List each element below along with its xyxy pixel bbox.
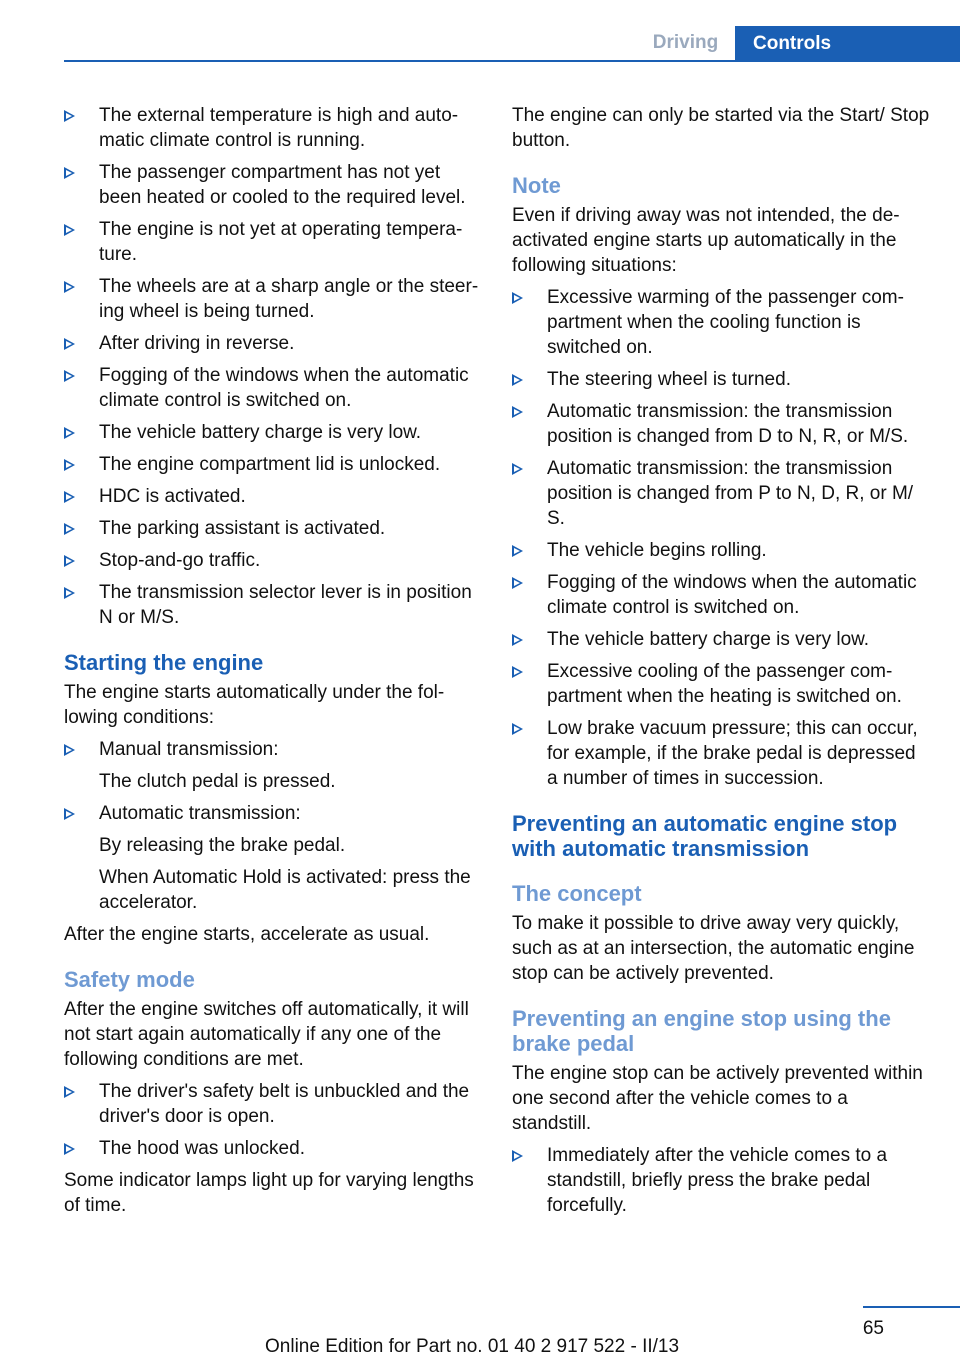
- bullet-triangle-icon: [64, 808, 75, 820]
- starting-engine-intro: The engine starts automatically under the following conditions:: [64, 682, 445, 728]
- bullet-triangle-icon: [512, 545, 523, 557]
- footer-edition: Online Edition for Part no. 01 40 2 917 522 - II/13: [265, 1336, 680, 1357]
- list-item: The engine is not yet at operating temperature.: [64, 217, 482, 267]
- list-item: Low brake vacuum pressure; this can occur, for example, if the brake pedal is depressed a number of times in succession.: [512, 716, 930, 791]
- right-column: [512, 103, 930, 1225]
- list-item: Automatic transmission: the transmission position is changed from D to N, R, or M/S.: [512, 399, 930, 449]
- safety-mode-outro: Some indicator lamps light up for varying lengths of time.: [64, 1170, 474, 1216]
- list-item: The parking assistant is activated.: [64, 516, 482, 541]
- starting-engine-heading: Starting the engine: [64, 650, 264, 675]
- bullet-triangle-icon: [512, 577, 523, 589]
- list-item: HDC is activated.: [64, 484, 482, 509]
- list-item: Excessive warming of the passenger compartment when the cooling function is switched on.: [512, 285, 930, 360]
- list-item: The vehicle battery charge is very low.: [512, 627, 930, 652]
- concept-heading: The concept: [512, 881, 642, 906]
- starting-conditions-list: [64, 737, 482, 915]
- list-item: Excessive cooling of the passenger compartment when the heating is switched on.: [512, 659, 930, 709]
- bullet-triangle-icon: [64, 1143, 75, 1155]
- bullet-triangle-icon: [512, 634, 523, 646]
- list-item: The wheels are at a sharp angle or the steering wheel is being turned.: [64, 274, 482, 324]
- bullet-triangle-icon: [512, 406, 523, 418]
- note-heading: Note: [512, 173, 561, 198]
- bullet-triangle-icon: [64, 281, 75, 293]
- concept-text: To make it possible to drive away very quickly, such as at an intersection, the automatic engine stop can be actively prevented.: [512, 913, 915, 984]
- stop-conditions-list: [64, 103, 482, 630]
- safety-conditions-list: [64, 1079, 482, 1161]
- list-item: Stop-and-go traffic.: [64, 548, 482, 573]
- bullet-triangle-icon: [512, 292, 523, 304]
- bullet-triangle-icon: [64, 459, 75, 471]
- start-stop-intro: The engine can only be started via the Start/ Stop button.: [512, 105, 930, 151]
- bullet-triangle-icon: [512, 666, 523, 678]
- list-item: Manual transmission: The clutch pedal is pressed.: [64, 737, 482, 794]
- list-item: The engine compartment lid is unlocked.: [64, 452, 482, 477]
- list-item: The driver's safety belt is unbuckled and the driver's door is open.: [64, 1079, 482, 1129]
- preventing-stop-heading: Preventing an automatic engine stop with automatic transmission: [512, 811, 898, 861]
- bullet-triangle-icon: [64, 491, 75, 503]
- tab-controls: Controls: [735, 26, 960, 62]
- header-rule: [64, 60, 960, 62]
- list-item: The hood was unlocked.: [64, 1136, 482, 1161]
- bullet-triangle-icon: [512, 1150, 523, 1162]
- list-item: After driving in reverse.: [64, 331, 482, 356]
- bullet-triangle-icon: [64, 224, 75, 236]
- list-item: The steering wheel is turned.: [512, 367, 930, 392]
- bullet-triangle-icon: [64, 744, 75, 756]
- list-item: The external temperature is high and automatic climate control is running.: [64, 103, 482, 153]
- brake-pedal-text: The engine stop can be actively prevented within one second after the vehicle comes to a standstill.: [512, 1063, 923, 1134]
- bullet-triangle-icon: [64, 1086, 75, 1098]
- note-situations-list: [512, 285, 930, 791]
- list-item: The transmission selector lever is in position N or M/S.: [64, 580, 482, 630]
- brake-pedal-heading: Preventing an engine stop using the brake pedal: [512, 1006, 891, 1056]
- list-item: The vehicle begins rolling.: [512, 538, 930, 563]
- list-item: Automatic transmission: the transmission position is changed from P to N, D, R, or M/ S.: [512, 456, 930, 531]
- bullet-triangle-icon: [64, 523, 75, 535]
- list-item: The vehicle battery charge is very low.: [64, 420, 482, 445]
- bullet-triangle-icon: [512, 723, 523, 735]
- list-item: Fogging of the windows when the automatic climate control is switched on.: [64, 363, 482, 413]
- bullet-triangle-icon: [64, 555, 75, 567]
- list-item: Automatic transmission: By releasing the brake pedal. When Automatic Hold is activated: press the accelerator.: [64, 801, 482, 915]
- left-column: [64, 103, 482, 1225]
- bullet-triangle-icon: [512, 463, 523, 475]
- tab-driving: Driving: [636, 26, 735, 60]
- safety-mode-heading: Safety mode: [64, 967, 195, 992]
- list-item: Immediately after the vehicle comes to a standstill, briefly press the brake pedal forcefully.: [512, 1143, 930, 1218]
- bullet-triangle-icon: [64, 427, 75, 439]
- bullet-triangle-icon: [64, 167, 75, 179]
- note-text: Even if driving away was not intended, the deactivated engine starts up automatically in the following situations:: [512, 205, 900, 276]
- page-number-rule: [863, 1306, 960, 1308]
- bullet-triangle-icon: [512, 374, 523, 386]
- bullet-triangle-icon: [64, 370, 75, 382]
- bullet-triangle-icon: [64, 110, 75, 122]
- bullet-triangle-icon: [64, 587, 75, 599]
- page-number: 65: [862, 1318, 884, 1339]
- after-start-text: After the engine starts, accelerate as usual.: [64, 924, 430, 945]
- list-item: The passenger compartment has not yet been heated or cooled to the required level.: [64, 160, 482, 210]
- brake-pedal-steps-list: [512, 1143, 930, 1218]
- safety-mode-intro: After the engine switches off automatically, it will not start again automatically if any one of the following conditions are met.: [64, 999, 469, 1070]
- list-item: Fogging of the windows when the automatic climate control is switched on.: [512, 570, 930, 620]
- bullet-triangle-icon: [64, 338, 75, 350]
